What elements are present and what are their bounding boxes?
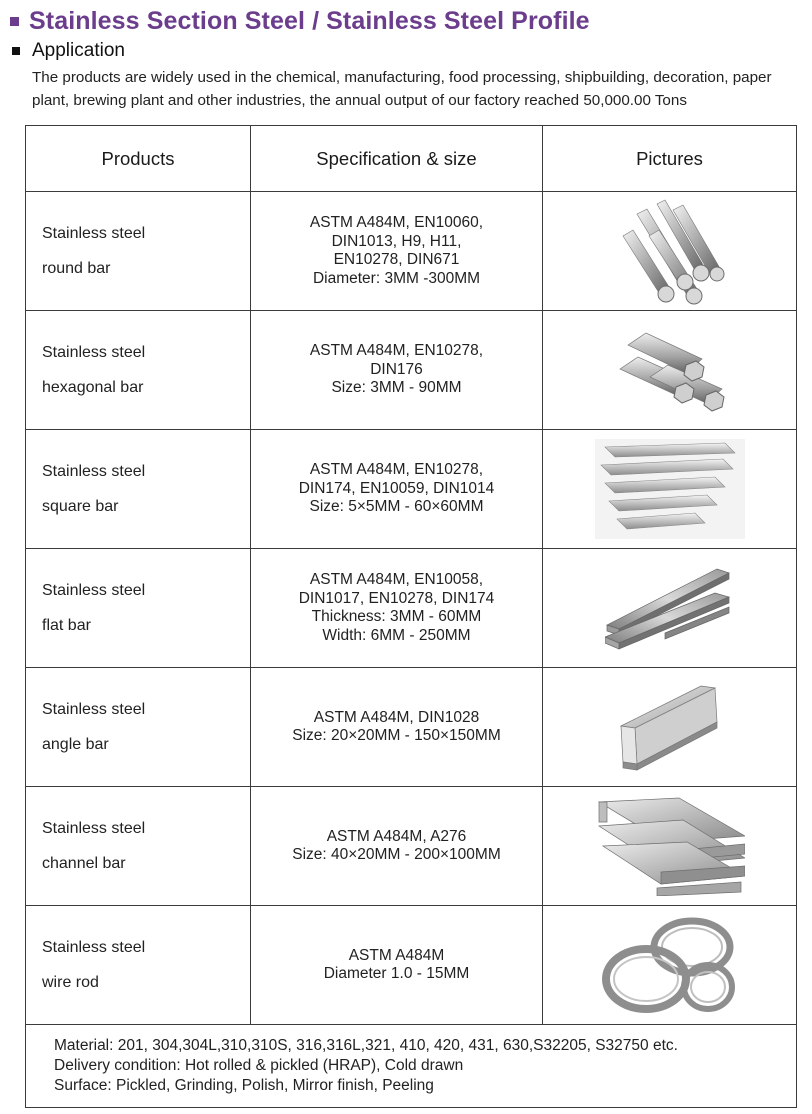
page-title: Stainless Section Steel / Stainless Steel Profile <box>29 6 590 35</box>
round-bar-bundle-icon <box>605 196 735 306</box>
product-name-line2: flat bar <box>42 617 91 634</box>
spec-line: DIN174, EN10059, DIN1014 <box>298 479 495 497</box>
product-name <box>26 192 251 311</box>
application-description: The products are widely used in the chemical, manufacturing, food processing, shipbuilding, decoration, paper plant, brewing plant and other industries, the annual output of our factory reached 50,000.00 Tons <box>32 69 772 109</box>
hexagonal-bar-icon <box>610 325 730 415</box>
product-name-line1: Stainless steel <box>42 225 146 242</box>
spec-line: ASTM A484M, EN10278, <box>309 342 484 360</box>
angle-bar-icon <box>615 682 725 772</box>
footer-delivery: Delivery condition: Hot rolled & pickled (HRAP), Cold drawn <box>54 1057 464 1074</box>
flat-bar-icon <box>605 563 735 653</box>
product-name-line2: angle bar <box>42 736 109 753</box>
spec-line: ASTM A484M, A276 <box>326 827 467 845</box>
square-bar-icon <box>595 439 745 539</box>
product-picture <box>543 549 797 668</box>
footer-material: Material: 201, 304,304L,310,310S, 316,316L,321, 410, 420, 431, 630,S32205, S32750 etc. <box>54 1037 678 1054</box>
product-name-line1: Stainless steel <box>42 463 146 480</box>
product-name <box>26 311 251 430</box>
product-spec <box>251 906 543 1025</box>
spec-line: Size: 20×20MM - 150×150MM <box>292 727 501 744</box>
spec-line: Size: 40×20MM - 200×100MM <box>292 846 501 863</box>
spec-line: DIN1013, H9, H11, <box>331 232 462 250</box>
header-pictures: Pictures <box>543 126 797 192</box>
product-picture <box>543 668 797 787</box>
table-row <box>26 430 797 549</box>
product-picture <box>543 787 797 906</box>
table-row <box>26 311 797 430</box>
table-row <box>26 192 797 311</box>
page-title-row <box>10 5 590 37</box>
product-name-line1: Stainless steel <box>42 582 146 599</box>
header-products: Products <box>26 126 251 192</box>
product-spec <box>251 787 543 906</box>
wire-rod-coil-icon <box>600 911 740 1019</box>
header-specification: Specification & size <box>251 126 543 192</box>
product-name-line2: hexagonal bar <box>42 379 144 396</box>
spec-line: ASTM A484M, EN10278, <box>309 461 484 479</box>
product-name <box>26 787 251 906</box>
spec-line: DIN1017, EN10278, DIN174 <box>298 589 495 607</box>
application-bullet-icon <box>12 47 20 55</box>
product-name-line2: round bar <box>42 260 111 277</box>
product-name-line1: Stainless steel <box>42 701 146 718</box>
spec-line: Size: 3MM - 90MM <box>331 379 462 397</box>
spec-line: Thickness: 3MM - 60MM <box>311 608 482 625</box>
product-spec-table <box>25 125 797 1108</box>
application-heading-row <box>12 40 125 62</box>
spec-line: ASTM A484M, EN10060, <box>309 214 484 231</box>
table-footer-row <box>26 1025 797 1108</box>
product-spec <box>251 311 543 430</box>
table-row <box>26 906 797 1025</box>
product-name-line2: square bar <box>42 498 119 515</box>
table-footer <box>26 1025 797 1108</box>
spec-line: Diameter: 3MM -300MM <box>312 269 481 287</box>
product-name <box>26 906 251 1025</box>
product-spec <box>251 192 543 311</box>
product-picture <box>543 430 797 549</box>
spec-line: ASTM A484M <box>348 946 445 964</box>
product-name-line2: channel bar <box>42 855 126 872</box>
product-name <box>26 549 251 668</box>
product-name-line1: Stainless steel <box>42 344 146 361</box>
product-picture <box>543 311 797 430</box>
spec-line: Size: 5×5MM - 60×60MM <box>309 498 484 516</box>
spec-line: ASTM A484M, EN10058, <box>309 571 484 588</box>
spec-line: EN10278, DIN671 <box>333 251 460 268</box>
table-row <box>26 787 797 906</box>
table-row <box>26 668 797 787</box>
product-picture <box>543 192 797 311</box>
product-spec <box>251 430 543 549</box>
application-heading: Application <box>32 40 125 61</box>
table-row <box>26 549 797 668</box>
product-spec <box>251 549 543 668</box>
spec-line: ASTM A484M, DIN1028 <box>313 708 480 726</box>
footer-surface: Surface: Pickled, Grinding, Polish, Mirror finish, Peeling <box>54 1077 434 1094</box>
channel-bar-icon <box>595 796 745 896</box>
table-header-row <box>26 126 797 192</box>
product-name <box>26 430 251 549</box>
product-spec <box>251 668 543 787</box>
product-name-line1: Stainless steel <box>42 939 146 956</box>
spec-line: DIN176 <box>370 360 423 378</box>
title-bullet-icon <box>10 17 19 26</box>
product-name <box>26 668 251 787</box>
product-name-line2: wire rod <box>42 974 99 991</box>
spec-line: Diameter 1.0 - 15MM <box>323 965 470 982</box>
product-picture <box>543 906 797 1025</box>
product-name-line1: Stainless steel <box>42 820 146 837</box>
spec-line: Width: 6MM - 250MM <box>322 626 471 644</box>
